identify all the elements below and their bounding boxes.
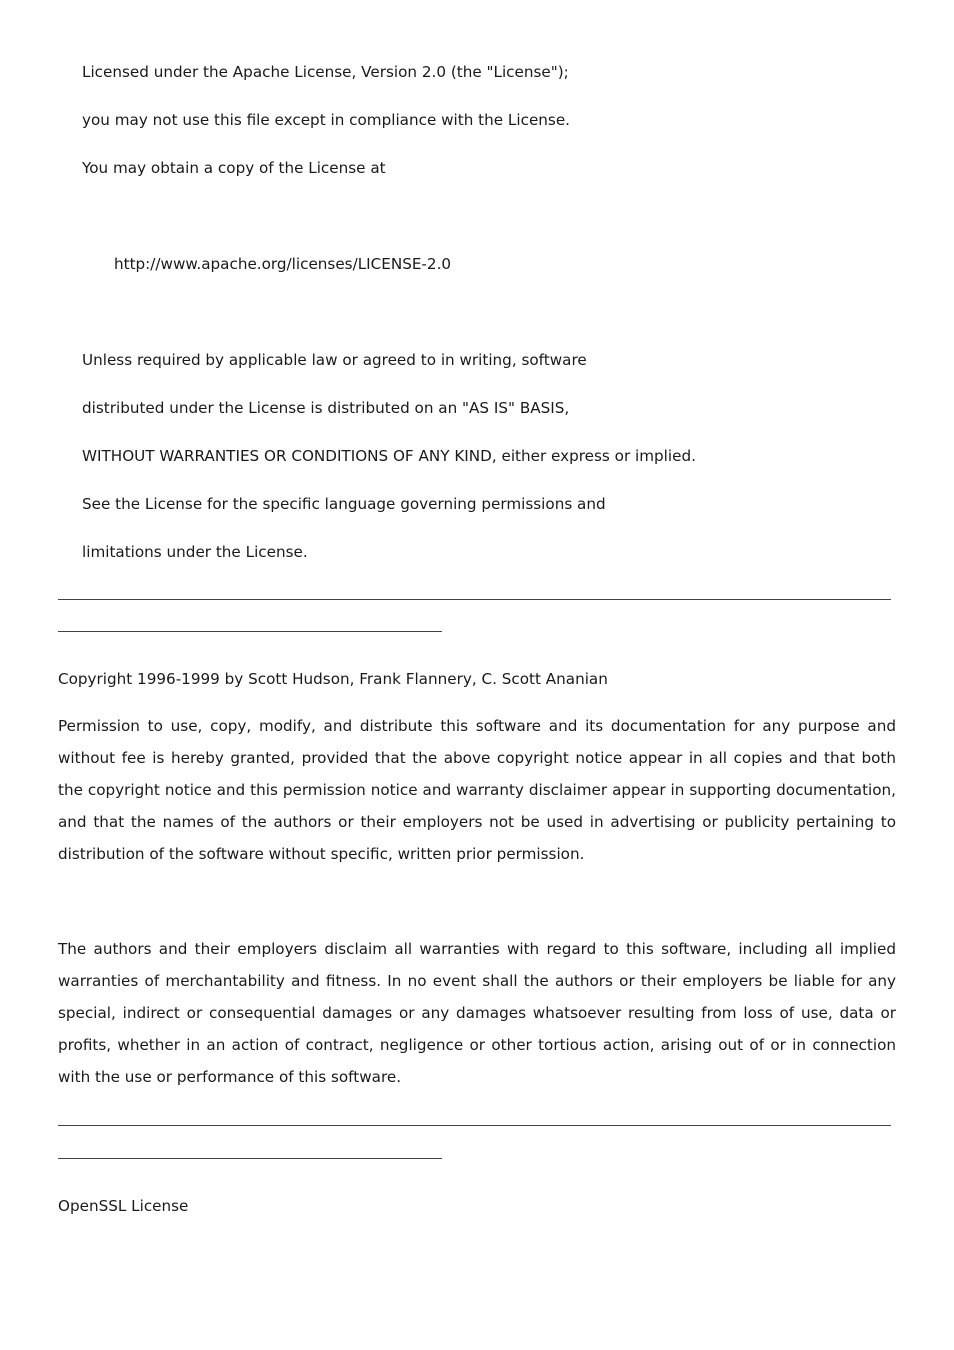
apache-notice-line-6: distributed under the License is distributed on an "AS IS" BASIS, [82,399,570,417]
openssl-license-heading: OpenSSL License [58,1197,189,1215]
apache-notice-line-2: you may not use this file except in compliance with the License. [82,111,571,129]
cup-permission-paragraph: Permission to use, copy, modify, and distribute this software and its documentation for any purpose and without fee is hereby granted, provided that the above copyright notice appear in all copies and that both the copyright notice and this permission notice and warranty disclaimer appear in supporting documentation, and that the names of the authors or their employers not be used in advertising or publicity pertaining to distribution of the software without specific, written prior permission. [58,717,896,863]
cup-disclaimer-paragraph: The authors and their employers disclaim all warranties with regard to this software, including all implied warranties of merchantability and fitness. In no event shall the authors or their employers be liable for any special, indirect or consequential damages or any damages whatsoever resulting from loss of use, data or profits, whether in an action of contract, negligence or other tortious action, arising out of or in connection with the use or performance of this software. [58,940,896,1086]
apache-notice-line-1: Licensed under the Apache License, Version 2.0 (the "License"); [82,63,569,81]
apache-notice-line-3: You may obtain a copy of the License at [82,159,386,177]
apache-notice-line-7: WITHOUT WARRANTIES OR CONDITIONS OF ANY KIND, either express or implied. [82,447,696,465]
apache-notice-line-5: Unless required by applicable law or agreed to in writing, software [82,351,587,369]
cup-copyright-line: Copyright 1996-1999 by Scott Hudson, Frank Flannery, C. Scott Ananian [58,670,608,688]
section-divider-long-2 [58,1125,891,1126]
section-divider-short-2 [58,1158,442,1159]
section-divider-short [58,631,442,632]
apache-notice-line-9: limitations under the License. [82,543,308,561]
section-divider-long [58,599,891,600]
apache-license-url: http://www.apache.org/licenses/LICENSE-2.0 [114,255,452,273]
apache-notice-line-8: See the License for the specific language governing permissions and [82,495,606,513]
